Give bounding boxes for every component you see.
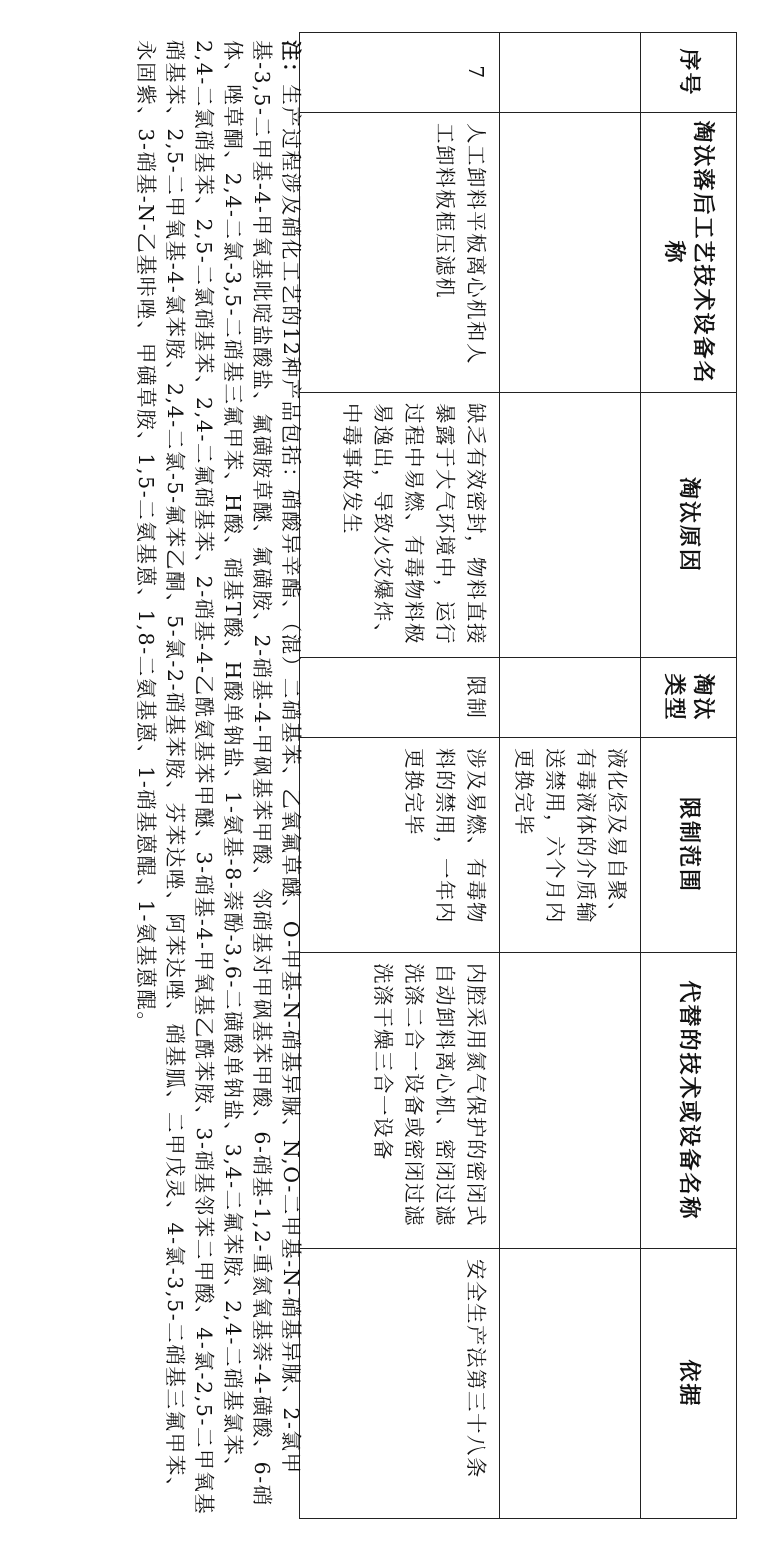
cell-scope: 涉及易燃、有毒物料的禁用，一年内更换完毕 — [300, 738, 500, 953]
header-scope: 限制范围 — [641, 738, 737, 953]
cell-reason — [500, 393, 641, 658]
cell-replacement — [500, 953, 641, 1249]
cell-equipment: 人工卸料平板离心机和人工卸料板框压滤机 — [300, 113, 500, 393]
cell-basis — [500, 1249, 641, 1519]
header-replacement: 代替的技术或设备名称 — [641, 953, 737, 1249]
header-equipment: 淘汰落后工艺技术设备名称 — [641, 113, 737, 393]
header-index: 序号 — [641, 33, 737, 113]
cell-type — [500, 658, 641, 738]
table-header-row — [641, 33, 737, 1519]
header-reason: 淘汰原因 — [641, 393, 737, 658]
cell-scope: 液化烃及易自聚、有毒液体的介质输送禁用，六个月内更换完毕 — [500, 738, 641, 953]
cell-equipment — [500, 113, 641, 393]
cell-index — [500, 33, 641, 113]
table-row — [500, 33, 641, 1519]
header-type: 淘汰类型 — [641, 658, 737, 738]
table-row — [300, 33, 500, 1519]
cell-index: 7 — [300, 33, 500, 113]
elimination-table — [299, 32, 737, 1519]
header-basis: 依据 — [641, 1249, 737, 1519]
cell-basis: 安全生产法第三十八条 — [300, 1249, 500, 1519]
cell-replacement: 内腔采用氮气保护的密闭式自动卸料离心机、密闭过滤洗涤二合一设备或密闭过滤洗涤干燥三合一设备 — [300, 953, 500, 1249]
note-text: 生产过程涉及硝化工艺的12种产品包括：硝酸异辛酯、（混）二硝基苯、乙氧氟草醚、O-甲基-N-硝基异脲、N,O-二甲基-N-硝基异脲、2-氯甲基-3,5-二甲基-4-甲氧基吡啶盐酸盐、氟磺胺草醚、氟磺胺、2-硝基-4-甲砜基苯甲酸、邻硝基对甲砜基苯甲酸、6-硝基-1,2-重氮氧基萘-4-磺酸、6-硝体、唑草酮、2,4-二氯-3,5-二硝基三氟甲苯、H酸、硝基T酸、H酸单钠盐、1-氨基-8-萘酚-3,6-二磺酸单钠盐、3,4-二氟苯胺、2,4-二硝基氯苯、2,4-二氯硝基苯、2,5-二氯硝基苯、2,4-二氟硝基苯、2-硝基-4-乙酰氨基苯甲醚、3-硝基-4-甲氧基乙酰苯胺、3-硝基邻苯二甲酸、4-氯-2,5-二甲氧基硝基苯、2,5-二甲氧基-4-氯苯胺、2,4-二氯-5-氟苯乙酮、5-氯-2-硝基苯胺、芬苯达唑、阿苯达唑、硝基胍、二甲戊灵、4-氯-3,5-二硝基三氟甲苯、永固紫、3-硝基-N-乙基咔唑、甲磺草胺、1,5-二氨基蒽、1,8-二氨基蒽、1-硝基蒽醌、1-氨基蒽醌。 — [134, 40, 303, 1516]
note-paragraph — [131, 40, 305, 1520]
cell-reason: 缺乏有效密封，物料直接暴露于大气环境中，运行过程中易燃、有毒物料极易逸出，导致火灾爆炸、中毒事故发生 — [300, 393, 500, 658]
cell-type: 限制 — [300, 658, 500, 738]
note-label: 注： — [279, 40, 303, 85]
